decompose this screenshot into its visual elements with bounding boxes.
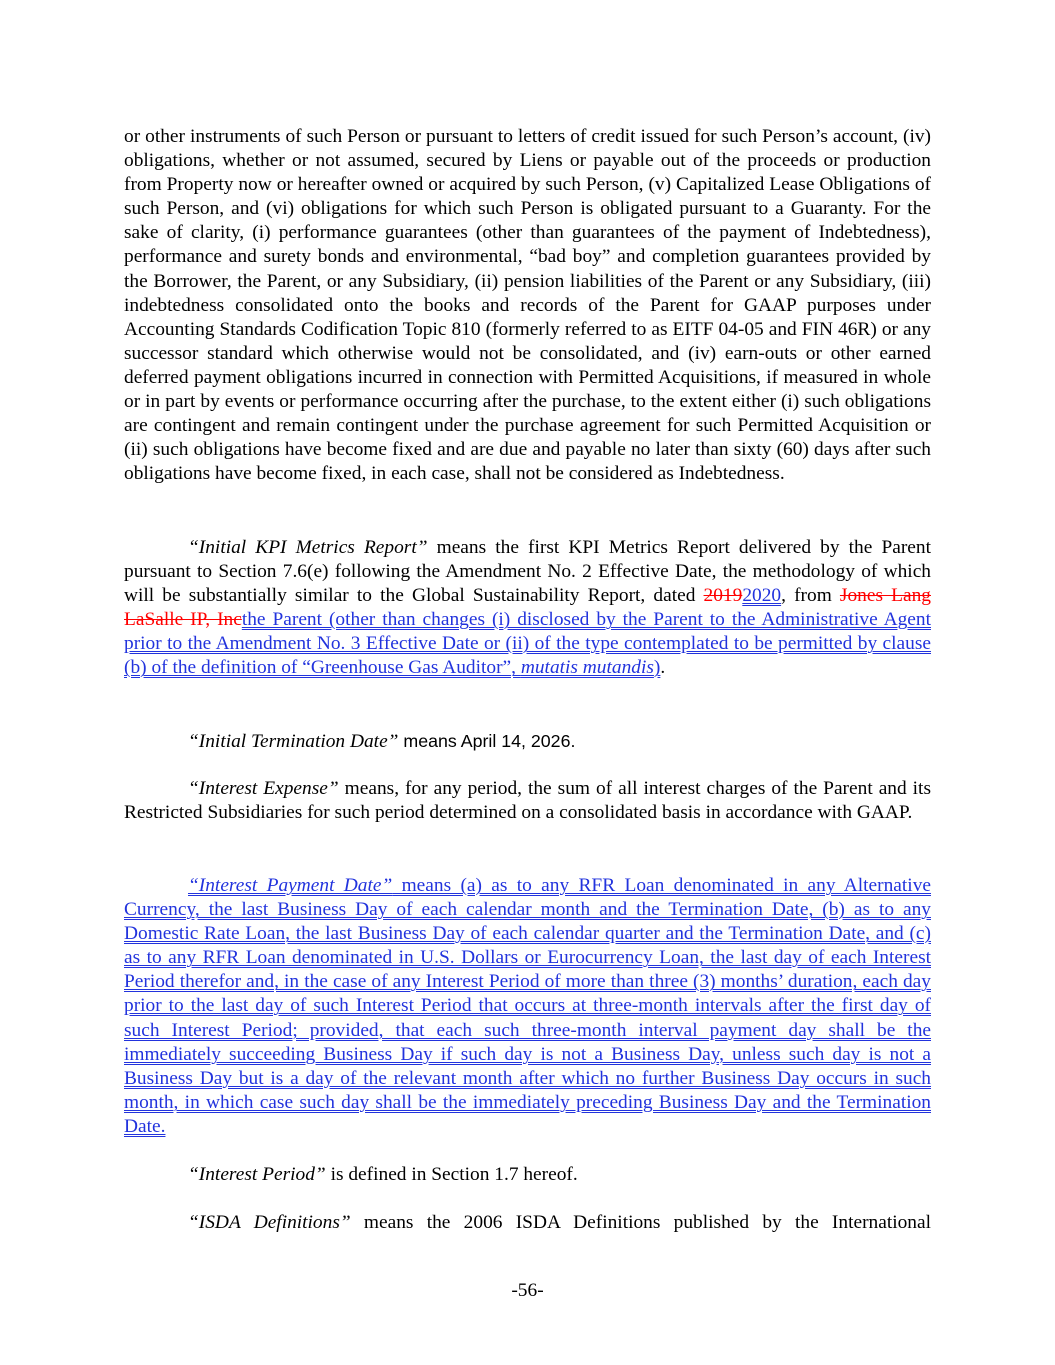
page-number: -56- [511,1280,544,1301]
inserted-italic-phrase: mutatis mutandis [520,657,654,679]
deleted-year: 2019 [703,585,743,607]
definition-text: means the first KPI Metrics Report delivered by the Parent pursuant to Section 7.6(e) following the Amendment No. 2 Effective Date, the methodology of which will be substantially similar to the Global Sustainability Report, dated [124,537,931,607]
initial-kpi-metrics-report-definition [124,536,931,681]
interest-expense-definition [124,777,931,825]
definition-text: means April 14, 2026. [398,731,576,751]
interest-payment-date-definition [124,874,931,1139]
deleted-entity: Jones Lang LaSalle IP, Inc [124,585,931,631]
interest-period-definition [124,1163,931,1187]
isda-definitions-definition [124,1211,931,1235]
definition-text: means (a) as to any RFR Loan denominated in any Alternative Currency, the last Business Day of each calendar month and the Termination Date, (b) as to any Domestic Rate Loan, the last Business Day of each calendar quarter and the Termination Date, and (c) as to any RFR Loan denominated in U.S. Dollars or Eurocurrency Loan, the last day of each Interest Period therefor and, in the case of any Interest Period of more than three (3) months’ duration, each day prior to the last day of such Interest Period that occurs at three-month intervals after the first day of such Interest Period; provided, that each such three-month interval payment day shall be the immediately succeeding Business Day if such day is not a Business Day, unless such day is not a Business Day but is a day of the relevant month after which no further Business Day occurs in such month, in which case such day shall be the immediately preceding Business Day and the Termination Date. [124,875,931,1137]
initial-termination-date-definition [124,729,931,754]
inserted-close-paren: ) [653,657,661,679]
defined-term: “Interest Payment Date” [188,875,393,896]
inserted-year: 2020 [742,585,782,607]
defined-term: “Initial Termination Date” [188,731,399,752]
defined-term: “Interest Expense” [188,778,339,799]
definition-text: means the 2006 ISDA Definitions published by the International [350,1212,931,1233]
indebtedness-definition-continuation [124,125,931,486]
defined-term: “ISDA Definitions” [188,1212,351,1233]
definition-text-from: , from [781,585,840,607]
definition-text: is defined in Section 1.7 hereof. [325,1164,578,1185]
definition-end: . [660,657,666,679]
definition-text: means, for any period, the sum of all interest charges of the Parent and its Restricted Subsidiaries for such period determined on a consolidated basis in accordance with GAAP. [124,778,931,824]
defined-term: “Interest Period” [188,1164,326,1185]
paragraph-text: or other instruments of such Person or pursuant to letters of credit issued for such Person’s account, (iv) obligations, whether or not assumed, secured by Liens or payable out of the proceeds or production from Property now or hereafter owned or acquired by such Person, (v) Capitalized Lease Obligations of such Person, and (vi) obligations for which such Person is obligated pursuant to a Guaranty. For the sake of clarity, (i) performance guarantees (other than guarantees of the payment of Indebtedness), performance and surety bonds and environmental, “bad boy” and completion guarantees provided by the Borrower, the Parent, or any Subsidiary, (ii) pension liabilities of the Parent or any Subsidiary, (iii) indebtedness consolidated onto the books and records of the Parent for GAAP purposes under Accounting Standards Codification Topic 810 (formerly referred to as EITF 04-05 and FIN 46R) or any successor standard which otherwise would not be consolidated, and (iv) earn-outs or other earned deferred payment obligations incurred in connection with Permitted Acquisitions, if measured in whole or in part by events or performance occurring after the purchase, to the extent either (i) such obligations are contingent and remain contingent under the purchase agreement for such Permitted Acquisition or (ii) such obligations have become fixed and are due and payable no later than sixty (60) days after such obligations have become fixed, in each case, shall not be considered as Indebtedness. [124,126,931,485]
inserted-clause: the Parent (other than changes (i) disclosed by the Parent to the Administrative Agent prior to the Amendment No. 3 Effective Date or (ii) of the type contemplated to be permitted by clause (b) of the definition of “Greenhouse Gas Auditor”, [124,609,931,679]
defined-term: “Initial KPI Metrics Report” [188,537,428,558]
